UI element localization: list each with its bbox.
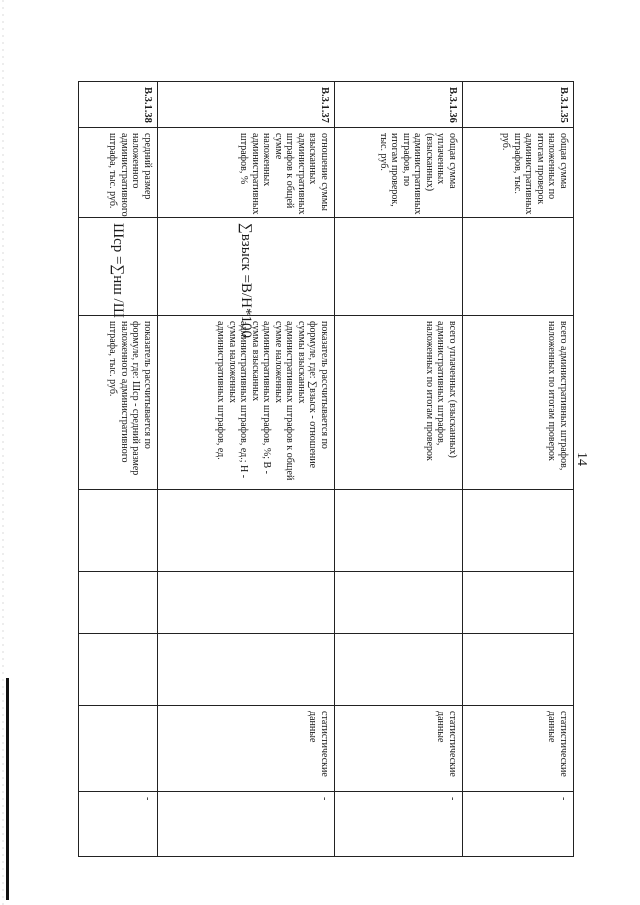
empty-cell xyxy=(157,634,334,706)
indicator-source: статистические данные xyxy=(334,706,462,792)
scan-edge-noise xyxy=(2,0,4,905)
page-number: 14 xyxy=(574,452,589,466)
indicator-name: отношение суммы взысканных административных штрафов к общей сумме наложенных административных штрафов, % xyxy=(157,128,334,218)
indicator-method: всего административных штрафов, наложенных по итогам проверок xyxy=(462,316,573,490)
indicator-formula xyxy=(462,218,573,316)
indicator-formula: ∑взыск =В/Н*100 xyxy=(157,218,334,316)
empty-cell xyxy=(157,490,334,572)
scan-edge-bar xyxy=(6,678,9,900)
empty-cell xyxy=(462,634,573,706)
indicator-code: В.3.1.36 xyxy=(334,82,462,128)
indicator-name: общая сумма наложенных по итогам проверок административных штрафов, тыс. руб. xyxy=(462,128,573,218)
indicator-last: - xyxy=(462,792,573,857)
indicator-code: В.3.1.37 xyxy=(157,82,334,128)
table-row xyxy=(157,82,334,857)
table-row xyxy=(462,82,573,857)
indicator-formula: Шср =∑нш /Ш xyxy=(79,218,158,316)
indicator-method: показатель рассчитывается по формуле, где: ∑взыск - отношение суммы взысканных административных штрафов к общей сумме наложенных административных штрафов, %; В - сумма взысканных административных штрафов, ед.; Н - сумма наложенных административных штрафов, ед. xyxy=(157,316,334,490)
empty-cell xyxy=(334,490,462,572)
empty-cell xyxy=(334,634,462,706)
table-row xyxy=(334,82,462,857)
empty-cell xyxy=(462,572,573,634)
indicator-name: средний размер наложенного административного штрафа, тыс. руб. xyxy=(79,128,158,218)
indicator-name: общая сумма уплаченных (взысканных) административных штрафов, по итогам проверок, тыс. руб. xyxy=(334,128,462,218)
indicator-method: показатель рассчитывается по формуле, где: Шср - средний размер наложенного административного штрафа, тыс. руб. xyxy=(79,316,158,490)
indicator-source xyxy=(79,706,158,792)
indicator-source: статистические данные xyxy=(157,706,334,792)
empty-cell xyxy=(462,490,573,572)
empty-cell xyxy=(334,572,462,634)
indicator-code: В.3.1.38 xyxy=(79,82,158,128)
indicator-last: - xyxy=(79,792,158,857)
indicator-source: статистические данные xyxy=(462,706,573,792)
empty-cell xyxy=(79,634,158,706)
empty-cell xyxy=(79,572,158,634)
indicator-last: - xyxy=(334,792,462,857)
empty-cell xyxy=(79,490,158,572)
indicator-formula xyxy=(334,218,462,316)
indicator-code: В.3.1.35 xyxy=(462,82,573,128)
indicator-method: всего уплаченных (взысканных) административных штрафов, наложенных по итогам проверок xyxy=(334,316,462,490)
indicator-table xyxy=(78,81,574,856)
empty-cell xyxy=(157,572,334,634)
indicator-last: - xyxy=(157,792,334,857)
table-row xyxy=(79,82,158,857)
